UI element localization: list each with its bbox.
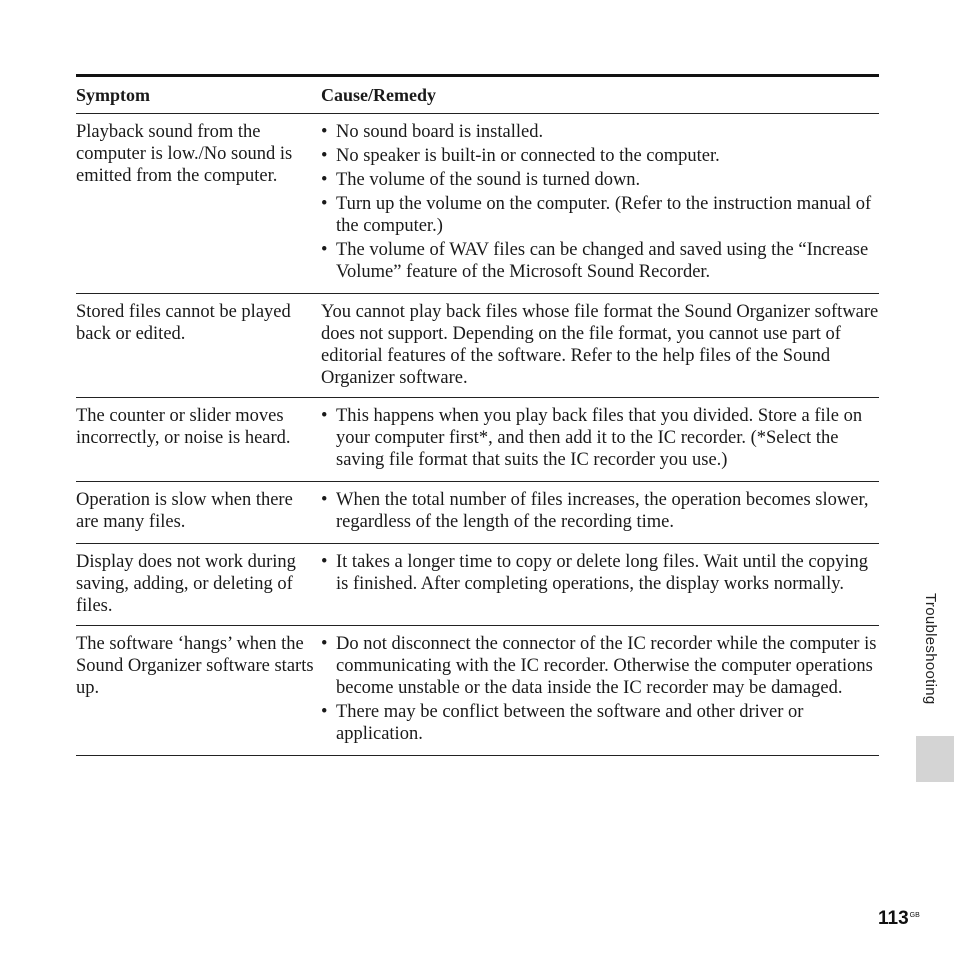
page-number: [878, 908, 920, 930]
remedy-item: • This happens when you play back files that you divided. Store a file on your computer first*, and then add it to the IC recorder. (*Select the saving file format that suits the IC recorder you use.): [321, 405, 879, 471]
table-row: [76, 114, 879, 294]
symptom-header: Symptom: [76, 85, 151, 105]
remedy-item: • When the total number of files increases, the operation becomes slower, regardless of the length of the recording time.: [321, 489, 879, 533]
remedy-item: • No sound board is installed.: [321, 121, 879, 143]
remedy-list: [321, 489, 879, 533]
remedy-cell: [321, 633, 879, 747]
remedy-item: • The volume of WAV files can be changed and saved using the “Increase Volume” feature of the Microsoft Sound Recorder.: [321, 239, 879, 283]
remedy-list: [321, 551, 879, 595]
section-tab: [916, 736, 954, 782]
table-row: [76, 626, 879, 756]
remedy-item: • The volume of the sound is turned down.: [321, 169, 879, 191]
symptom-cell: Operation is slow when there are many files.: [76, 490, 293, 532]
symptom-cell: Display does not work during saving, adding, or deleting of files.: [76, 552, 296, 616]
symptom-cell: Playback sound from the computer is low./No sound is emitted from the computer.: [76, 122, 293, 186]
page-number-value: 113: [878, 908, 909, 929]
remedy-list: [321, 121, 879, 283]
remedy-cell: [321, 551, 879, 617]
table-row: [76, 294, 879, 398]
cause-remedy-header: Cause/Remedy: [321, 85, 436, 105]
symptom-cell: The software ‘hangs’ when the Sound Organizer software starts up.: [76, 634, 314, 698]
remedy-item: • Turn up the volume on the computer. (Refer to the instruction manual of the computer.): [321, 193, 879, 237]
table-row: [76, 482, 879, 544]
table-row: [76, 544, 879, 626]
remedy-item: • No speaker is built-in or connected to the computer.: [321, 145, 879, 167]
symptom-cell: Stored files cannot be played back or edited.: [76, 302, 291, 344]
remedy-list: [321, 633, 879, 745]
remedy-cell: [321, 121, 879, 285]
remedy-list: [321, 405, 879, 471]
troubleshooting-table: [76, 74, 879, 756]
remedy-cell: [321, 489, 879, 535]
section-label: Troubleshooting: [922, 593, 939, 705]
remedy-cell: You cannot play back files whose file format the Sound Organizer software does not support. Depending on the file format, you cannot use part of editorial features of the software. Refer to the help files of the Sound Organizer software.: [321, 302, 879, 388]
symptom-cell: The counter or slider moves incorrectly, or noise is heard.: [76, 406, 291, 448]
page-suffix: GB: [909, 911, 920, 919]
table-header: [76, 77, 879, 114]
remedy-item: • There may be conflict between the software and other driver or application.: [321, 701, 879, 745]
table-row: [76, 398, 879, 482]
remedy-item: • It takes a longer time to copy or delete long files. Wait until the copying is finished. After completing operations, the display works normally.: [321, 551, 879, 595]
remedy-item: • Do not disconnect the connector of the IC recorder while the computer is communicating with the IC recorder. Otherwise the computer operations become unstable or the data inside the IC recorder may be damaged.: [321, 633, 879, 699]
remedy-cell: [321, 405, 879, 473]
